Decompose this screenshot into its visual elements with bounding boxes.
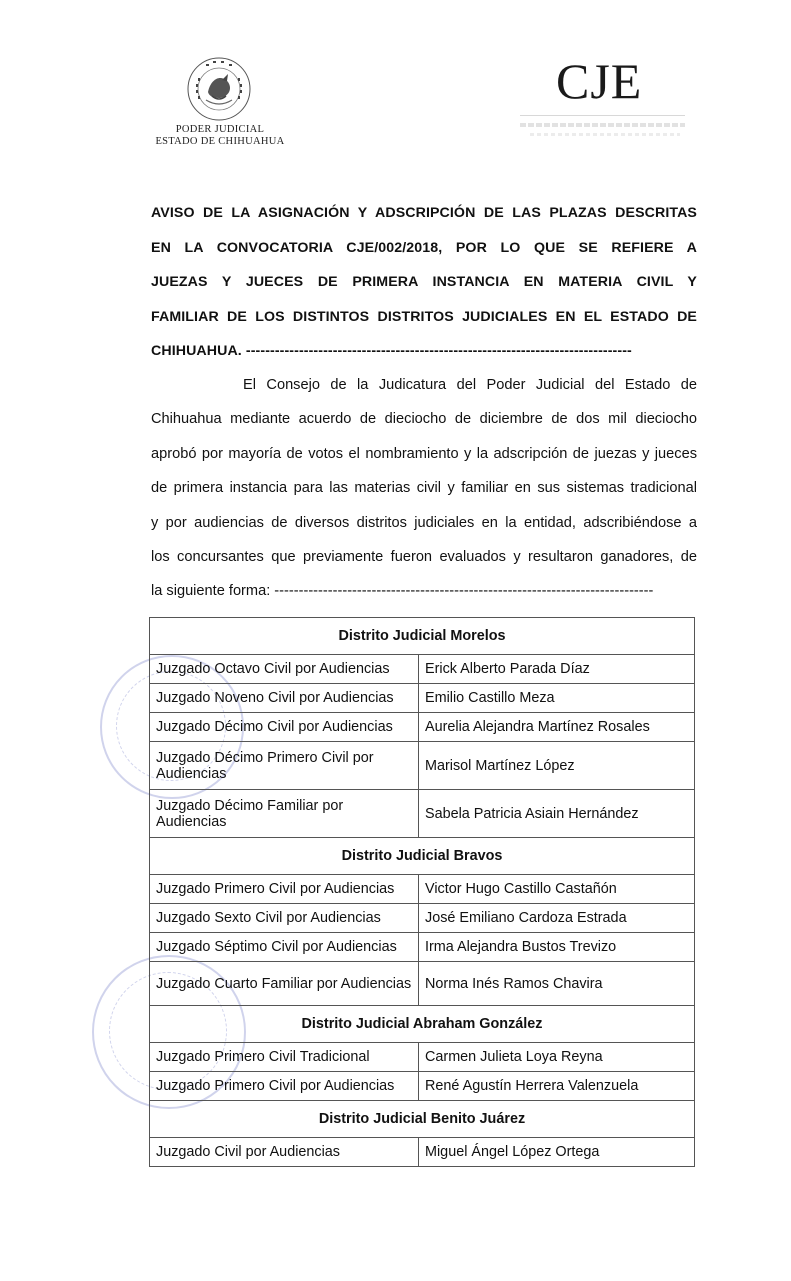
district-name: Distrito Judicial Abraham González	[150, 1006, 695, 1043]
logo-subtitle-faded-2	[530, 133, 680, 136]
body-line: aprobó por mayoría de votos el nombramiento y la adscripción de juezas y jueces	[151, 445, 697, 462]
table-row	[150, 742, 695, 790]
judge-cell: Irma Alejandra Bustos Trevizo	[419, 933, 695, 962]
court-cell: Juzgado Décimo Civil por Audiencias	[150, 713, 419, 742]
judge-cell: José Emiliano Cardoza Estrada	[419, 904, 695, 933]
table-row	[150, 875, 695, 904]
coat-of-arms-icon	[186, 56, 252, 122]
body-line: los concursantes que previamente fueron evaluados y resultaron ganadores, de	[151, 549, 697, 566]
court-cell: Juzgado Décimo Primero Civil por Audiencias	[150, 742, 419, 790]
judge-cell: Victor Hugo Castillo Castañón	[419, 875, 695, 904]
table-row	[150, 1138, 695, 1167]
judge-cell: Aurelia Alejandra Martínez Rosales	[419, 713, 695, 742]
body-line: la siguiente forma: ------------------------------------------------------------------------------	[151, 583, 654, 600]
court-cell: Juzgado Civil por Audiencias	[150, 1138, 419, 1167]
court-cell: Juzgado Cuarto Familiar por Audiencias	[150, 962, 419, 1006]
logo-subtitle-faded	[520, 123, 685, 127]
table-row	[150, 790, 695, 838]
district-header-row	[150, 1006, 695, 1043]
institution-name: PODER JUDICIAL	[175, 124, 265, 135]
judge-cell: Miguel Ángel López Ortega	[419, 1138, 695, 1167]
table-row	[150, 1043, 695, 1072]
court-cell: Juzgado Noveno Civil por Audiencias	[150, 684, 419, 713]
district-header-row	[150, 838, 695, 875]
judge-cell: Marisol Martínez López	[419, 742, 695, 790]
logo-divider	[520, 115, 685, 116]
court-cell: Juzgado Octavo Civil por Audiencias	[150, 655, 419, 684]
district-header-row	[150, 1101, 695, 1138]
table-row	[150, 1072, 695, 1101]
title-line: CHIHUAHUA. --------------------------------------------------------------------------------	[151, 343, 632, 359]
cje-logo: CJE	[556, 53, 643, 109]
table-row	[150, 904, 695, 933]
body-line: Chihuahua mediante acuerdo de dieciocho de diciembre de dos mil dieciocho	[151, 411, 697, 428]
court-cell: Juzgado Décimo Familiar por Audiencias	[150, 790, 419, 838]
court-cell: Juzgado Séptimo Civil por Audiencias	[150, 933, 419, 962]
body-line: El Consejo de la Judicatura del Poder Judicial del Estado de	[243, 377, 697, 393]
judge-cell: Norma Inés Ramos Chavira	[419, 962, 695, 1006]
court-cell: Juzgado Primero Civil Tradicional	[150, 1043, 419, 1072]
court-cell: Juzgado Primero Civil por Audiencias	[150, 875, 419, 904]
judge-cell: Carmen Julieta Loya Reyna	[419, 1043, 695, 1072]
court-cell: Juzgado Primero Civil por Audiencias	[150, 1072, 419, 1101]
title-line: JUEZAS Y JUECES DE PRIMERA INSTANCIA EN MATERIA CIVIL Y	[151, 274, 697, 290]
table-row	[150, 655, 695, 684]
district-name: Distrito Judicial Bravos	[150, 838, 695, 875]
title-line: FAMILIAR DE LOS DISTINTOS DISTRITOS JUDICIALES EN EL ESTADO DE	[151, 308, 697, 325]
title-line: AVISO DE LA ASIGNACIÓN Y ADSCRIPCIÓN DE LAS PLAZAS DESCRITAS	[151, 205, 697, 221]
body-line: y por audiencias de diversos distritos judiciales en la entidad, adscribiéndose a	[151, 514, 697, 531]
district-name: Distrito Judicial Morelos	[150, 618, 695, 655]
notice-body	[151, 368, 697, 609]
table-row	[150, 933, 695, 962]
court-cell: Juzgado Sexto Civil por Audiencias	[150, 904, 419, 933]
assignment-table	[149, 617, 695, 1167]
judge-cell: Sabela Patricia Asiain Hernández	[419, 790, 695, 838]
body-line: de primera instancia para las materias civil y familiar en sus sistemas tradicional	[151, 480, 697, 497]
title-line: EN LA CONVOCATORIA CJE/002/2018, POR LO QUE SE REFIERE A	[151, 239, 697, 256]
table-row	[150, 713, 695, 742]
judge-cell: Erick Alberto Parada Díaz	[419, 655, 695, 684]
judge-cell: René Agustín Herrera Valenzuela	[419, 1072, 695, 1101]
notice-title	[151, 196, 697, 369]
district-header-row	[150, 618, 695, 655]
table-row	[150, 962, 695, 1006]
judge-cell: Emilio Castillo Meza	[419, 684, 695, 713]
district-name: Distrito Judicial Benito Juárez	[150, 1101, 695, 1138]
table-row	[150, 684, 695, 713]
institution-state: ESTADO DE CHIHUAHUA	[155, 136, 285, 147]
